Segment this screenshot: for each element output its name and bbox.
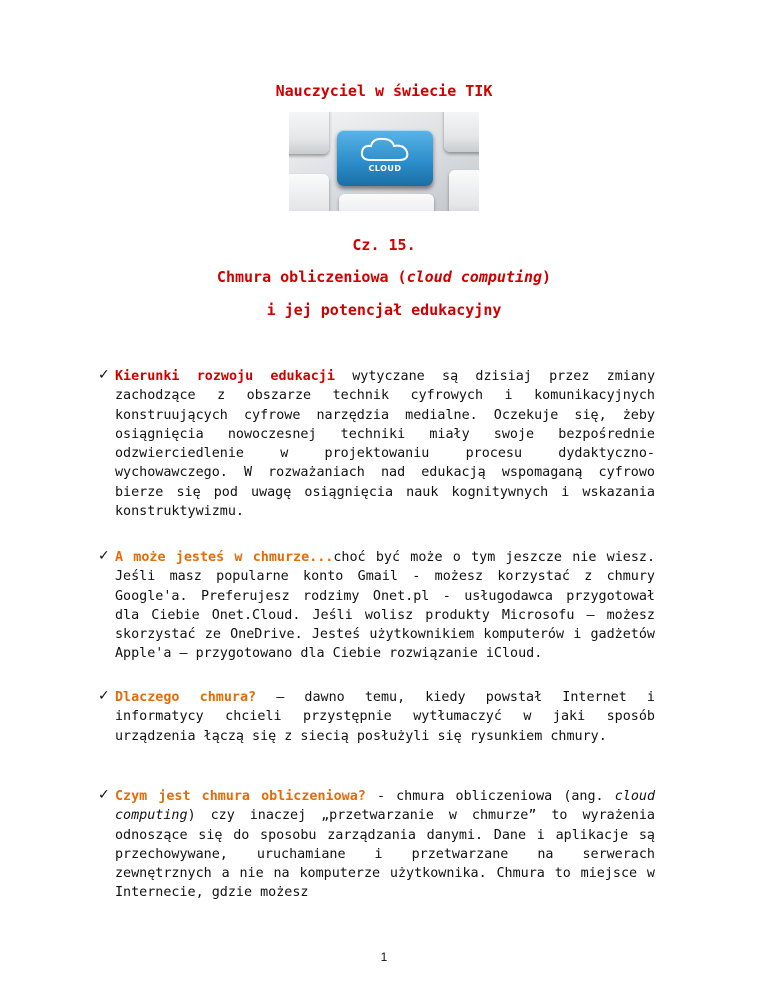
article-title-italic: cloud computing bbox=[406, 268, 543, 286]
bullet-text: – dawno temu, kiedy powstał Internet i informatycy chcieli przystępnie wytłumaczyć w jaki sposób urządzenia łączą się z siecią posłużyli się rysunkiem chmury. bbox=[115, 690, 655, 744]
page-number: 1 bbox=[380, 950, 388, 964]
bullet-lead: A może jesteś w chmurze... bbox=[115, 550, 334, 565]
checkmark-icon: ✓ bbox=[98, 367, 110, 383]
article-title-line2: i jej potencjał edukacyjny bbox=[266, 301, 502, 319]
part-number: Cz. 15. bbox=[352, 236, 416, 254]
bullet-lead: Kierunki rozwoju edukacji bbox=[115, 369, 335, 384]
bullet-item bbox=[98, 367, 656, 521]
bullet-lead: Czym jest chmura obliczeniowa? bbox=[115, 789, 366, 804]
keyboard-key bbox=[449, 170, 479, 211]
cloud-key-image bbox=[289, 112, 479, 211]
cloud-key-label: CLOUD bbox=[368, 164, 402, 173]
checkmark-icon: ✓ bbox=[98, 787, 110, 803]
cloud-key bbox=[337, 130, 433, 186]
document-title: Nauczyciel w świecie TIK bbox=[275, 82, 493, 100]
article-title: Chmura obliczeniowa (cloud computing) bbox=[216, 268, 552, 286]
bullet-item bbox=[98, 548, 656, 664]
bullet-item bbox=[98, 688, 655, 746]
keyboard-key bbox=[289, 174, 329, 211]
bullet-italic: cloud computing bbox=[115, 789, 656, 824]
bullet-item: ✓ Czym jest chmura obliczeniowa? - chmura obliczeniowa (ang. cloud computing) czy inaczej „przetwarzanie w chmurze” to wyrażenia odnoszące się do sposobu zarządzania danymi. Dane i aplikacje są przechowywane, uruchamiane i przetwarzane na serwerach zewnętrznych a nie na komputerze użytkownika. Chmura to miejsce w Internecie, gdzie możesz bbox=[98, 787, 656, 901]
bullet-text: choć być może o tym jeszcze nie wiesz. Jeśli masz popularne konto Gmail - możesz korzystać z chmury Google'a. Preferujesz rodzimy Onet.pl - usługodawca przygotował dla Ciebie Onet.Cloud. Jeśli wolisz produkty Microsofu – możesz skorzystać ze OneDrive. Jesteś użytkownikiem komputerów i gadżetów Apple'a – przygotowano dla Ciebie rozwiązanie iCloud. bbox=[115, 550, 656, 662]
keyboard-key bbox=[289, 112, 329, 154]
bullet-text: wytyczane są dzisiaj przez zmiany zachodzące z obszarze technik cyfrowych i komunikacyjnych konstruujących cyfrowe narzędzia medialne. Oczekuje się, żeby osiągnięcia nowoczesnej techniki miały swoje bezpośrednie odzwierciedlenie w projektowaniu procesu dydaktyczno-wychowawczego. W rozważaniach nad edukacją wspomaganą cyfrowo bierze się pod uwagę osiągnięcia nauk kognitywnych i wskazania konstruktywizmu. bbox=[115, 369, 656, 520]
checkmark-icon: ✓ bbox=[98, 688, 110, 704]
bullet-lead: Dlaczego chmura? bbox=[115, 690, 257, 705]
checkmark-icon: ✓ bbox=[98, 548, 110, 564]
keyboard-key bbox=[339, 194, 434, 211]
cloud-icon bbox=[359, 136, 411, 164]
keyboard-key bbox=[444, 112, 479, 152]
